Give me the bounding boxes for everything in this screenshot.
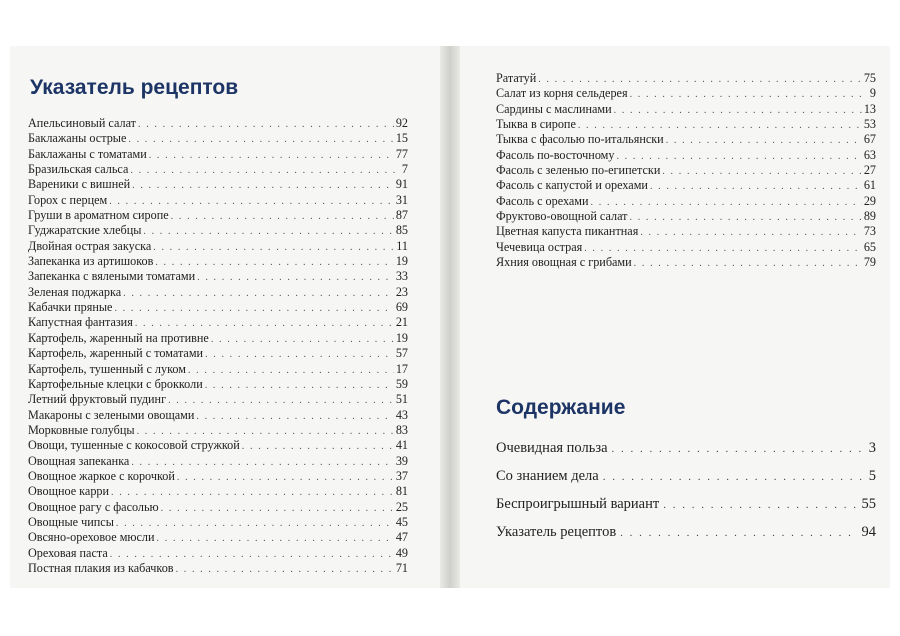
recipe-name: Овощное карри (28, 484, 110, 499)
leader-dots (153, 240, 394, 254)
recipe-index-list-right (496, 71, 876, 270)
recipe-page: 33 (395, 269, 408, 284)
leader-dots (620, 519, 857, 546)
leader-dots (109, 194, 394, 208)
recipe-entry (28, 254, 408, 269)
recipe-name: Апельсиновый салат (28, 116, 137, 130)
recipe-entry (496, 224, 876, 239)
contents-page: 94 (861, 524, 876, 540)
leader-dots (110, 547, 394, 561)
recipe-page: 17 (395, 361, 408, 376)
leader-dots (630, 210, 862, 224)
recipe-page: 85 (395, 223, 408, 238)
recipe-page: 19 (395, 254, 408, 269)
recipe-entry (28, 454, 408, 469)
recipe-entry (28, 147, 408, 162)
recipe-entry (496, 148, 876, 163)
recipe-entry (28, 377, 408, 392)
leader-dots (128, 132, 393, 146)
leader-dots (135, 316, 394, 330)
recipe-page: 7 (401, 162, 408, 177)
recipe-name: Фруктово-овощной салат (496, 209, 628, 224)
leader-dots (634, 256, 862, 270)
contents-entry (496, 434, 876, 462)
recipe-page: 11 (396, 238, 408, 253)
recipe-page: 59 (395, 376, 408, 391)
recipe-entry (28, 331, 408, 346)
recipe-name: Летний фруктовый пудинг (28, 392, 167, 407)
leader-dots (242, 439, 394, 453)
recipe-page: 77 (395, 146, 408, 161)
recipe-name: Чечевица острая (496, 239, 583, 254)
leader-dots (205, 378, 394, 392)
recipe-entry (496, 71, 876, 86)
leader-dots (176, 562, 394, 576)
recipe-page: 69 (395, 300, 408, 315)
recipe-name: Рататуй (496, 71, 537, 85)
leader-dots (143, 224, 393, 238)
recipe-entry (28, 561, 408, 576)
recipe-name: Капустная фантазия (28, 315, 133, 330)
recipe-entry (28, 438, 408, 453)
leader-dots (155, 255, 393, 269)
recipe-page: 57 (395, 346, 408, 361)
recipe-entry (28, 423, 408, 438)
recipe-name: Яхния овощная с грибами (496, 255, 632, 270)
contents-page: 3 (868, 440, 876, 456)
leader-dots (197, 270, 394, 284)
recipe-page: 27 (863, 163, 876, 178)
recipe-name: Тыква в сиропе (496, 117, 576, 132)
leader-dots (591, 195, 862, 209)
recipe-entry (496, 86, 876, 101)
leader-dots (137, 424, 394, 438)
leader-dots (123, 286, 394, 300)
leader-dots (640, 225, 861, 239)
recipe-page: 87 (395, 208, 408, 223)
recipe-entry (28, 285, 408, 300)
recipe-entry (28, 300, 408, 315)
leader-dots (130, 163, 400, 177)
recipe-name: Горох с перцем (28, 192, 108, 207)
recipe-entry (28, 269, 408, 284)
recipe-page: 47 (395, 530, 408, 545)
recipe-name: Овсяно-ореховое мюсли (28, 530, 155, 545)
recipe-page: 45 (395, 514, 408, 529)
recipe-entry (496, 209, 876, 224)
recipe-entry (28, 530, 408, 545)
recipe-name: Фасоль с капустой и орехами (496, 178, 648, 193)
recipe-name: Тыква с фасолью по-итальянски (496, 132, 664, 147)
contents-entry (496, 490, 876, 518)
recipe-entry (496, 163, 876, 178)
recipe-entry (28, 546, 408, 561)
recipe-name: Груши в ароматном сиропе (28, 208, 169, 223)
leader-dots (663, 491, 857, 518)
leader-dots (116, 516, 394, 530)
recipe-name: Цветная капуста пикантная (496, 224, 639, 239)
recipe-page: 67 (863, 132, 876, 147)
leader-dots (196, 409, 393, 423)
recipe-name: Бразильская сальса (28, 162, 129, 177)
recipe-page: 63 (863, 147, 876, 162)
contents-section-name: Очевидная польза (496, 440, 608, 456)
recipe-page: 29 (863, 193, 876, 208)
leader-dots (111, 485, 394, 499)
leader-dots (138, 117, 394, 131)
recipe-name: Баклажаны острые (28, 131, 127, 146)
recipe-name: Овощное рагу с фасолью (28, 499, 159, 514)
recipe-entry (28, 116, 408, 131)
recipe-name: Кабачки пряные (28, 300, 113, 315)
recipe-entry (496, 117, 876, 132)
leader-dots (161, 501, 394, 515)
recipe-page: 31 (395, 192, 408, 207)
recipe-page: 51 (395, 392, 408, 407)
leader-dots (132, 178, 394, 192)
recipe-name: Двойная острая закуска (28, 238, 152, 253)
leader-dots (188, 363, 394, 377)
leader-dots (114, 301, 393, 315)
recipe-name: Запеканка с вялеными томатами (28, 269, 196, 284)
contents-section-name: Беспроигрышный вариант (496, 496, 660, 512)
recipe-page: 73 (863, 224, 876, 239)
recipe-entry (28, 500, 408, 515)
recipe-entry (28, 131, 408, 146)
recipe-page: 37 (395, 468, 408, 483)
recipe-name: Запеканка из артишоков (28, 254, 154, 269)
recipe-page: 9 (869, 86, 876, 101)
recipe-entry (28, 346, 408, 361)
recipe-entry (28, 223, 408, 238)
recipe-name: Фасоль с зеленью по-египетски (496, 163, 661, 178)
leader-dots (211, 332, 394, 346)
recipe-entry (28, 408, 408, 423)
leader-dots (538, 72, 862, 86)
contents-section-name: Указатель рецептов (496, 524, 617, 540)
recipe-page: 65 (863, 239, 876, 254)
contents-title: Содержание (496, 396, 626, 419)
recipe-name: Салат из корня сельдерея (496, 86, 628, 101)
recipe-name: Макароны с зелеными овощами (28, 407, 195, 422)
leader-dots (666, 133, 862, 147)
recipe-page: 75 (863, 71, 876, 85)
leader-dots (149, 148, 394, 162)
leader-dots (614, 103, 862, 117)
recipe-entry (28, 208, 408, 223)
recipe-page: 15 (395, 131, 408, 146)
contents-list (496, 434, 876, 546)
recipe-entry (28, 469, 408, 484)
recipe-page: 39 (395, 453, 408, 468)
book-gutter (440, 46, 460, 588)
recipe-index-title: Указатель рецептов (30, 76, 239, 99)
recipe-entry (496, 178, 876, 193)
leader-dots (168, 393, 394, 407)
leader-dots (584, 241, 862, 255)
contents-entry (496, 462, 876, 490)
recipe-page: 13 (863, 101, 876, 116)
recipe-page: 89 (863, 209, 876, 224)
leader-dots (157, 531, 394, 545)
recipe-entry (28, 239, 408, 254)
recipe-name: Постная плакия из кабачков (28, 560, 174, 575)
recipe-entry (496, 194, 876, 209)
recipe-page: 71 (395, 560, 408, 575)
recipe-page: 83 (395, 422, 408, 437)
recipe-name: Морковные голубцы (28, 422, 135, 437)
leader-dots (205, 347, 394, 361)
recipe-name: Картофель, жаренный с томатами (28, 346, 204, 361)
recipe-name: Картофель, жаренный на противне (28, 330, 209, 345)
recipe-entry (28, 315, 408, 330)
recipe-entry (496, 255, 876, 270)
recipe-page: 79 (863, 255, 876, 270)
contents-section-name: Со знанием дела (496, 468, 599, 484)
leader-dots (603, 463, 865, 490)
recipe-entry (28, 193, 408, 208)
contents-page: 55 (861, 496, 876, 512)
recipe-entry (28, 515, 408, 530)
recipe-name: Картофель, тушенный с луком (28, 361, 186, 376)
recipe-name: Баклажаны с томатами (28, 146, 147, 161)
leader-dots (171, 209, 394, 223)
recipe-entry (28, 392, 408, 407)
recipe-name: Овощные чипсы (28, 514, 114, 529)
contents-entry (496, 518, 876, 546)
recipe-page: 19 (395, 330, 408, 345)
recipe-page: 53 (863, 117, 876, 132)
leader-dots (616, 149, 861, 163)
recipe-name: Фасоль по-восточному (496, 147, 615, 162)
recipe-entry (28, 484, 408, 499)
leader-dots (177, 470, 394, 484)
recipe-name: Сардины с маслинами (496, 101, 612, 116)
recipe-page: 49 (395, 545, 408, 560)
leader-dots (578, 118, 862, 132)
leader-dots (650, 179, 862, 193)
leader-dots (662, 164, 861, 178)
recipe-page: 43 (395, 407, 408, 422)
recipe-page: 41 (395, 438, 408, 453)
leader-dots (630, 87, 868, 101)
contents-page: 5 (868, 468, 876, 484)
recipe-name: Гуджаратские хлебцы (28, 223, 142, 238)
recipe-page: 21 (395, 315, 408, 330)
recipe-name: Овощи, тушенные с кокосовой стружкой (28, 438, 240, 453)
recipe-page: 81 (395, 484, 408, 499)
recipe-entry (496, 102, 876, 117)
recipe-entry (28, 162, 408, 177)
recipe-name: Фасоль с орехами (496, 193, 589, 208)
recipe-name: Зеленая поджарка (28, 284, 122, 299)
recipe-name: Овощная запеканка (28, 453, 130, 468)
recipe-page: 91 (395, 177, 408, 192)
recipe-page: 61 (863, 178, 876, 193)
recipe-name: Картофельные клецки с брокколи (28, 376, 203, 391)
recipe-page: 25 (395, 499, 408, 514)
recipe-entry (28, 177, 408, 192)
recipe-name: Ореховая паста (28, 545, 108, 560)
recipe-entry (496, 132, 876, 147)
recipe-page: 23 (395, 284, 408, 299)
recipe-entry (28, 362, 408, 377)
recipe-page: 92 (395, 116, 408, 130)
leader-dots (612, 435, 865, 462)
leader-dots (131, 455, 393, 469)
recipe-index-list-left (28, 116, 408, 576)
recipe-name: Овощное жаркое с корочкой (28, 468, 175, 483)
recipe-entry (496, 240, 876, 255)
recipe-name: Вареники с вишней (28, 177, 131, 192)
